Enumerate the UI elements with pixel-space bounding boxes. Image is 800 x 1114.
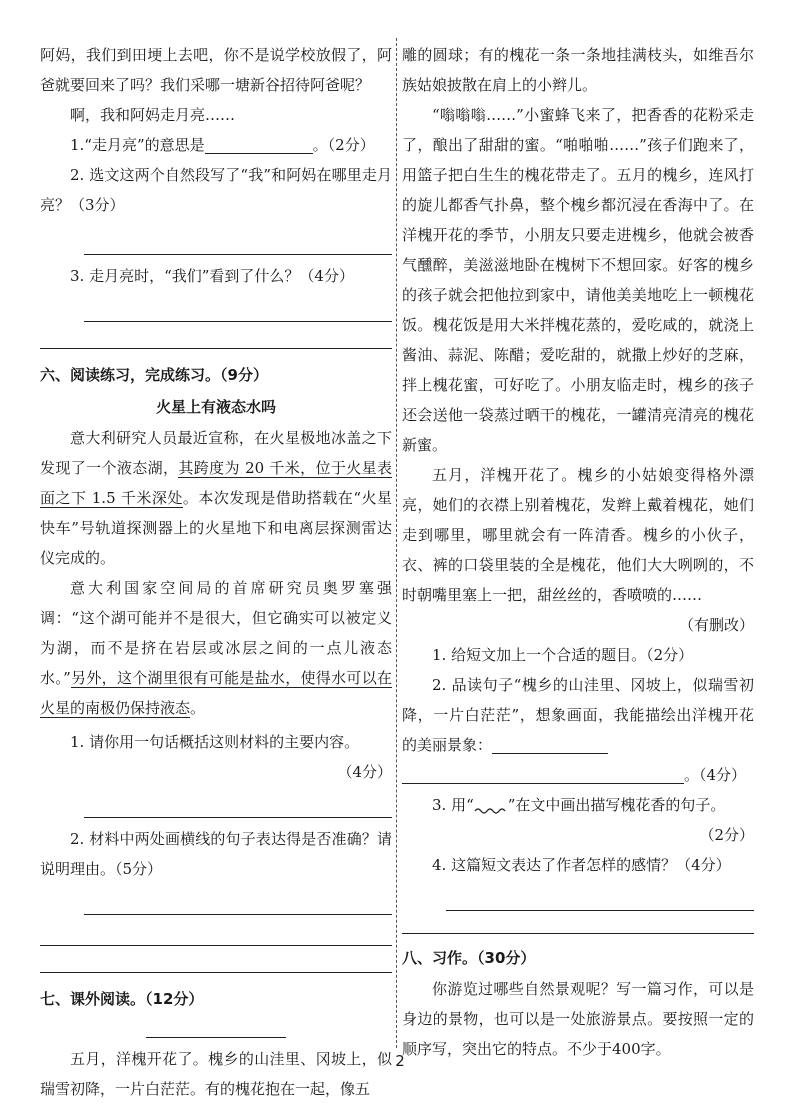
answer-line[interactable] <box>40 915 392 946</box>
wavy-line-icon <box>474 806 508 816</box>
answer-line[interactable] <box>84 291 392 322</box>
writing-prompt: 你游览过哪些自然景观呢？写一篇习作，可以是身边的景物，也可以是一处旅游景点。要按照一定的顺序写，突出它的特点。不少于400字。 <box>402 980 754 1058</box>
section-6-question-1: 1. 请你用一句话概括这则材料的主要内容。 <box>70 733 360 751</box>
reading-question-2: 2. 品读句子“槐乡的山洼里、冈坡上，似瑞雪初降，一片白茫茫”，想象画面，我能描绘出洋槐开花的美丽景象： <box>402 676 754 754</box>
reading-question-1: 1. 给短文加上一个合适的题目。（2分） <box>432 646 694 664</box>
title-blank[interactable] <box>146 1023 286 1038</box>
answer-line[interactable] <box>84 787 392 818</box>
answer-line[interactable] <box>402 911 754 934</box>
reading-paragraph: 雕的圆球；有的槐花一条一条地挂满枝头，如维吾尔族姑娘披散在肩上的小辫儿。 <box>402 46 754 94</box>
page-number: 2 <box>395 1052 405 1070</box>
question-score: 。（4分） <box>684 766 747 784</box>
answer-blank[interactable] <box>205 135 313 154</box>
question-2: 2. 选文这两个自然段写了“我”和阿妈在哪里走月亮？（3分） <box>40 166 392 214</box>
reading-question-4: 4. 这篇短文表达了作者怎样的感情？（4分） <box>432 856 731 874</box>
passage-paragraph: 啊，我和阿妈走月亮…… <box>70 106 236 124</box>
left-column <box>40 40 392 1104</box>
reading-question-3: 3. 用“ ”在文中画出描写槐花香的句子。 <box>432 796 726 814</box>
section-6-question-2: 2. 材料中两处画横线的句子表达得是否准确？请说明理由。（5分） <box>40 830 392 878</box>
underlined-sentence: 其跨度为 20 千米，位于火星表面之下 1.5 千米深处 <box>40 459 392 507</box>
question-score: （4分） <box>337 763 392 781</box>
question-score: 。（2分） <box>312 136 375 154</box>
answer-blank[interactable] <box>492 735 608 754</box>
question-3: 3. 走月亮时，“我们”看到了什么？（4分） <box>70 267 354 285</box>
question-score: （2分） <box>699 826 754 844</box>
reading-question-2-cont <box>402 760 754 790</box>
reading-paragraph: “嗡嗡嗡……”小蜜蜂飞来了，把香香的花粉采走了，酿出了甜甜的蜜。“啪啪啪……”孩子们跑来了，用篮子把白生生的槐花带走了。五月的槐乡，连风打的旋儿都香气扑鼻，整个槐乡都沉浸在香海中了。在洋槐开花的季节，小朋友只要走进槐乡，他就会被香气醺醉，美滋滋地卧在槐树下不想回家。好客的槐乡的孩子就会把他拉到家中，请他美美地吃上一顿槐花饭。槐花饭是用大米拌槐花蒸的，爱吃咸的，就浇上酱油、蒜泥、陈醋；爱吃甜的，就撒上炒好的芝麻，拌上槐花蜜，可好吃了。小朋友临走时，槐乡的孩子还会送他一袋蒸过晒干的槐花，一罐清亮清亮的槐花新蜜。 <box>402 106 754 454</box>
answer-blank[interactable] <box>402 765 684 784</box>
answer-line[interactable] <box>40 946 392 973</box>
answer-line[interactable] <box>40 322 392 349</box>
section-7-heading: 七、课外阅读。（12分） <box>40 990 204 1008</box>
column-divider <box>396 38 397 1048</box>
material-paragraph: 意大利国家空间局的首席研究员奥罗塞强调：“这个湖可能并不是很大，但它确实可以被定义为湖，而不是挤在岩层或冰层之间的一点儿液态水。”另外，这个湖里很有可能是盐水，使得水可以在火星的南极仍保持液态。 <box>40 579 392 717</box>
material-paragraph: 意大利研究人员最近宣称，在火星极地冰盖之下发现了一个液态湖，其跨度为 20 千米，位于火星表面之下 1.5 千米深处。本次发现是借助搭载在“火星快车”号轨道探测器上的火星地下和电离层探测雷达仪完成的。 <box>40 429 392 567</box>
answer-line[interactable] <box>84 884 392 915</box>
answer-line[interactable] <box>446 880 754 911</box>
question-text: 1.“走月亮”的意思是 <box>70 136 205 154</box>
section-8-heading: 八、习作。（30分） <box>402 949 536 967</box>
right-column <box>402 40 754 1064</box>
section-6-heading: 六、阅读练习，完成练习。（9分） <box>40 366 268 384</box>
reading-paragraph: 五月，洋槐开花了。槐乡的山洼里、冈坡上，似瑞雪初降，一片白茫茫。有的槐花抱在一起，像五 <box>40 1050 392 1098</box>
answer-line[interactable] <box>84 224 392 255</box>
underlined-sentence: 另外，这个湖里很有可能是盐水，使得水可以在火星的南极仍保持液态 <box>40 669 392 717</box>
article-title: 火星上有液态水吗 <box>155 398 276 416</box>
reading-paragraph: 五月，洋槐开花了。槐乡的小姑娘变得格外漂亮，她们的衣襟上别着槐花，发辫上戴着槐花，她们走到哪里，哪里就会有一阵清香。槐乡的小伙子，衣、裤的口袋里装的全是槐花，他们大大咧咧的，不时朝嘴里塞上一把，甜丝丝的，香喷喷的…… <box>402 466 754 604</box>
passage-paragraph: 阿妈，我们到田埂上去吧，你不是说学校放假了，阿爸就要回来了吗？我们采哪一塘新谷招待阿爸呢？ <box>40 46 392 94</box>
question-1 <box>40 130 392 160</box>
source-note: （有删改） <box>678 616 754 634</box>
